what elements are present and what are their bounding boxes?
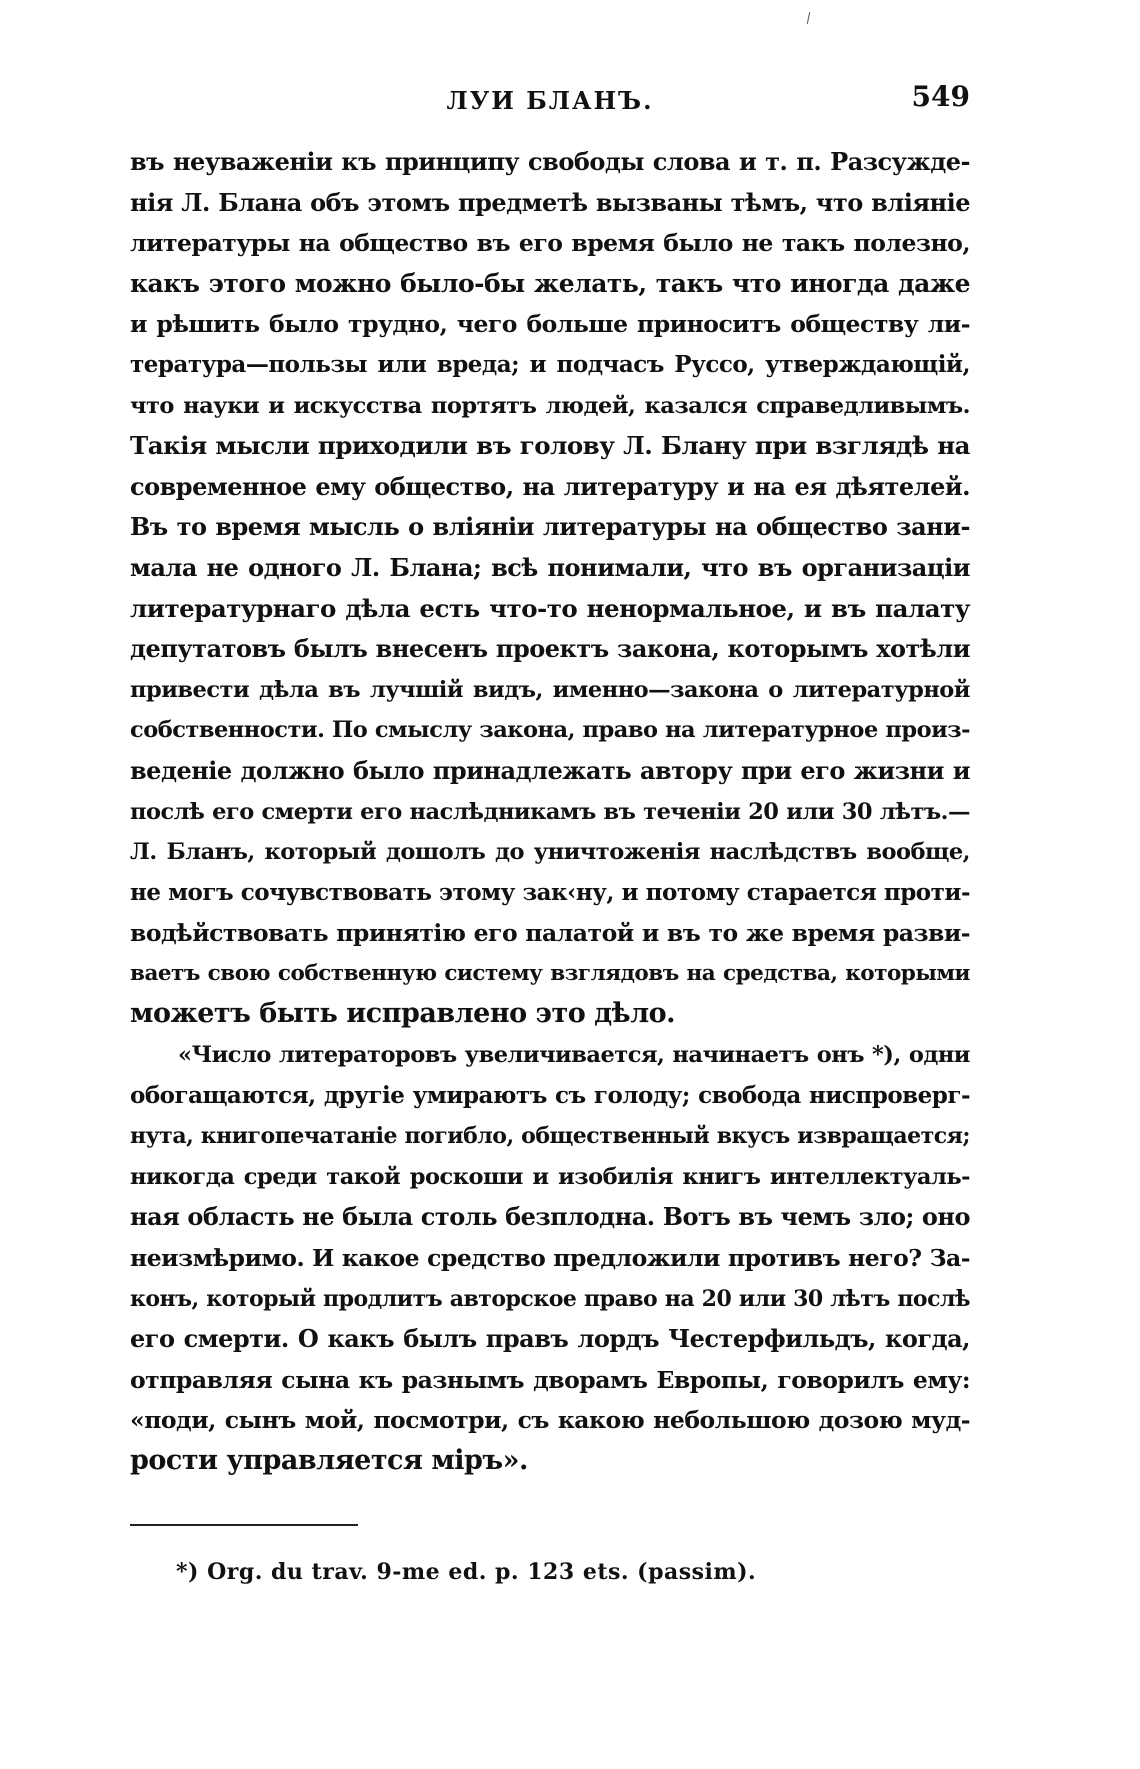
paragraph-end-line: можетъ быть исправлено это дѣло.	[130, 998, 676, 1030]
text-line: обогащаются, другіе умираютъ съ голоду; свобода ниспроверг-	[130, 1081, 970, 1109]
text-line: въ неуваженіи къ принципу свободы слова и т. п. Разсужде-	[130, 147, 970, 176]
text-line: ная область не была столь безплодна. Вотъ въ чемъ зло; оно	[130, 1202, 970, 1232]
page-number: 549	[911, 80, 970, 113]
text-line: литературнаго дѣла есть что-то ненормальное, и въ палату	[130, 593, 970, 623]
text-line: что науки и искусства портятъ людей, казался справедливымъ.	[130, 392, 970, 419]
paragraph-start-line: «Число литераторовъ увеличивается, начинаетъ онъ *), одни	[178, 1042, 970, 1069]
text-line: послѣ его смерти его наслѣдникамъ въ теченіи 20 или 30 лѣтъ.—	[130, 798, 970, 825]
text-line: ваетъ свою собственную систему взглядовъ на средства, которыми	[130, 960, 970, 986]
text-line: «поди, сынъ мой, посмотри, съ какою небольшою дозою муд-	[130, 1406, 970, 1435]
text-line: никогда среди такой роскоши и изобилія книгъ интеллектуаль-	[130, 1163, 970, 1190]
text-line: Такія мысли приходили въ голову Л. Блану при взглядѣ на	[130, 431, 970, 461]
footnote-divider	[130, 1524, 358, 1526]
text-line: водѣйствовать принятію его палатой и въ то же время разви-	[130, 919, 970, 948]
text-line: привести дѣла въ лучшій видъ, именно—закона о литературной	[130, 676, 970, 703]
text-line: Въ то время мысль о вліяніи литературы на общество зани-	[130, 512, 970, 542]
text-line: нута, книгопечатаніе погибло, общественный вкусъ извращается;	[130, 1123, 970, 1150]
text-line: депутатовъ былъ внесенъ проектъ закона, которымъ хотѣли	[130, 634, 970, 664]
text-line: и рѣшить было трудно, чего больше приноситъ обществу ли-	[130, 310, 970, 339]
running-head	[130, 80, 970, 120]
text-line: тература—пользы или вреда; и подчасъ Руссо, утверждающій,	[130, 350, 970, 378]
scan-mark	[807, 12, 810, 24]
text-line: нія Л. Блана объ этомъ предметѣ вызваны тѣмъ, что вліяніе	[130, 187, 970, 217]
text-line: литературы на общество въ его время было не такъ полезно,	[130, 229, 970, 258]
text-line: современное ему общество, на литературу и на ея дѣятелей.	[130, 471, 970, 501]
text-line: Л. Бланъ, который дошолъ до уничтоженія наслѣдствъ вообще,	[130, 839, 970, 866]
text-line: мала не одного Л. Блана; всѣ понимали, что въ организаціи	[130, 552, 970, 582]
text-line: какъ этого можно было-бы желать, такъ что иногда даже	[130, 268, 970, 298]
text-line: веденіе должно было принадлежать автору при его жизни и	[130, 755, 970, 785]
text-line: не могъ сочувствовать этому зак‹ну, и потому старается проти-	[130, 878, 970, 906]
text-line: неизмѣримо. И какое средство предложили противъ него? За-	[130, 1244, 970, 1273]
body-text	[130, 142, 970, 1482]
running-title: ЛУИ БЛАНЪ.	[446, 86, 654, 115]
text-line: конъ, который продлитъ авторское право на 20 или 30 лѣтъ послѣ	[130, 1285, 970, 1312]
footnote: *) Org. du trav. 9-me ed. p. 123 ets. (passim).	[176, 1559, 757, 1585]
text-line: собственности. По смыслу закона, право на литературное произ-	[130, 717, 970, 744]
text-line: отправляя сына къ разнымъ дворамъ Европы, говорилъ ему:	[130, 1365, 970, 1394]
text-line: его смерти. О какъ былъ правъ лордъ Честерфильдъ, когда,	[130, 1324, 970, 1354]
paragraph-end-line: рости управляется міръ».	[130, 1445, 528, 1476]
